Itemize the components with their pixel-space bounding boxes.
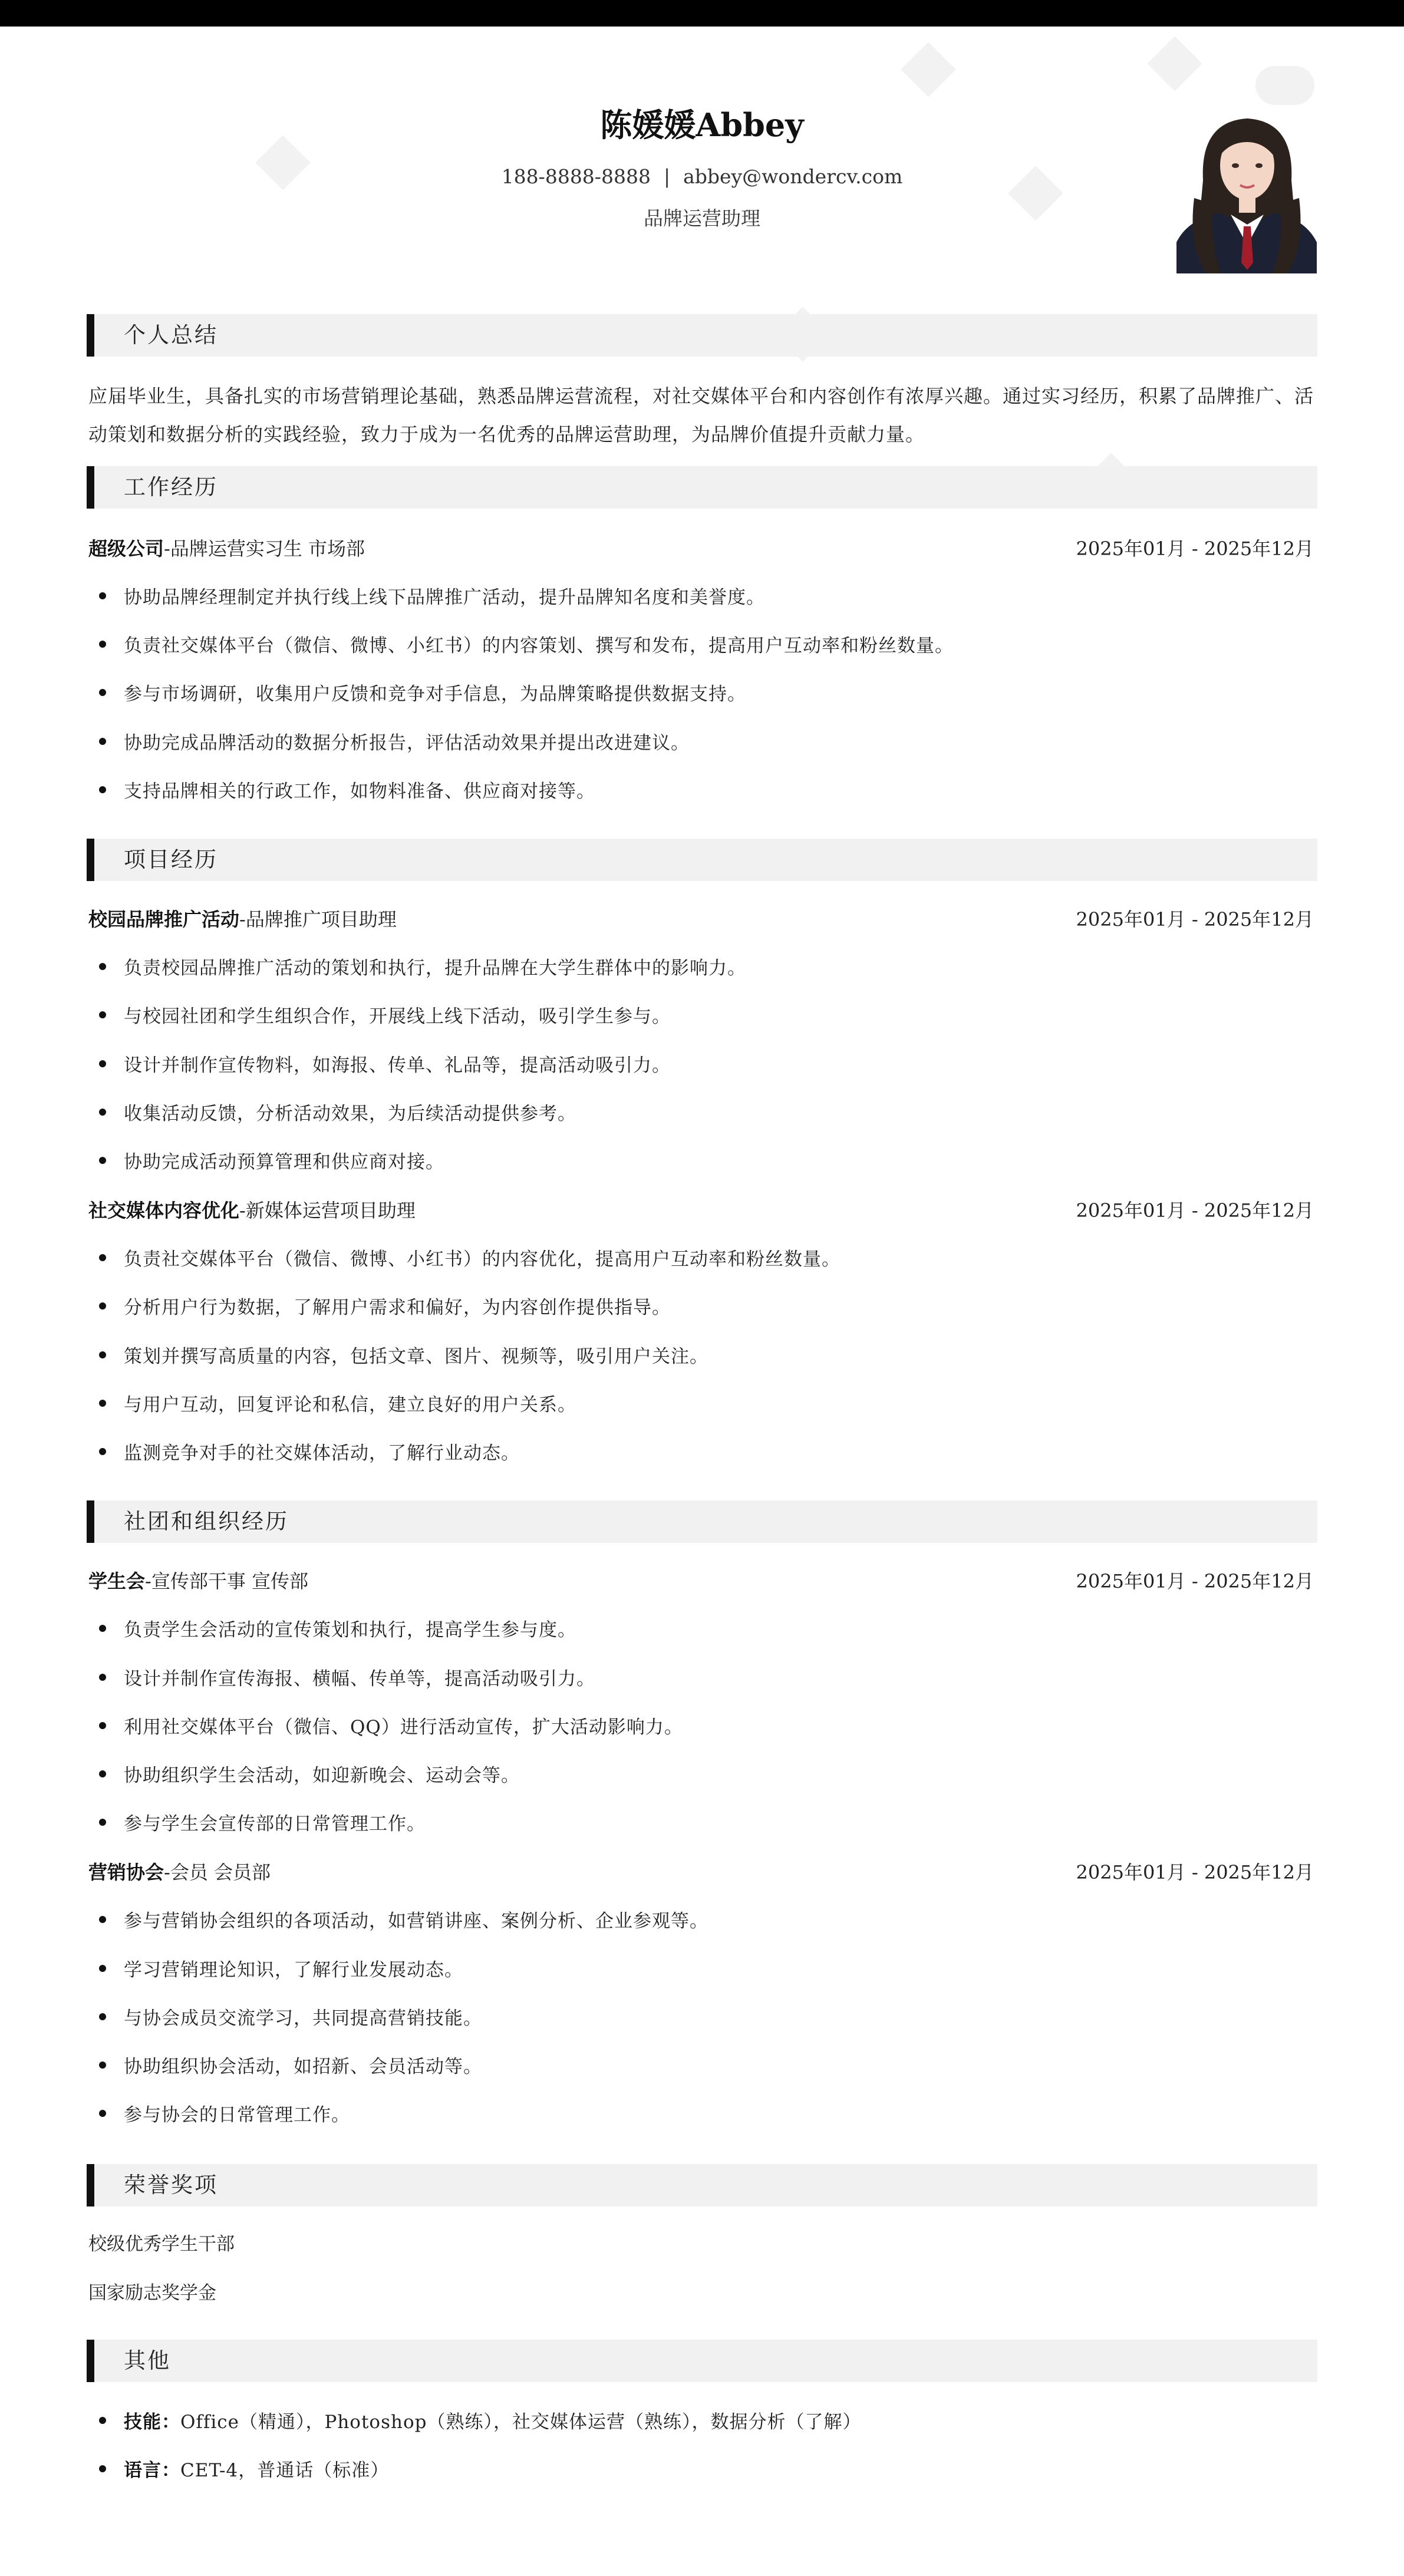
organization-name: 学生会: [88, 1570, 146, 1592]
entry-role: -新媒体运营项目助理: [239, 1199, 416, 1222]
organization-name: 社交媒体内容优化: [88, 1199, 240, 1222]
list-item: 协助完成活动预算管理和供应商对接。: [99, 1147, 444, 1173]
bullet-dot: [99, 2110, 106, 2117]
bullet-dot: [99, 1060, 106, 1067]
bullet-dot: [99, 1916, 106, 1923]
list-item: 与校园社团和学生组织合作，开展线上线下活动，吸引学生参与。: [99, 1001, 671, 1028]
contact-separator: |: [663, 165, 671, 188]
bullet-dot: [99, 2465, 106, 2472]
list-item: 负责学生会活动的宣传策划和执行，提高学生参与度。: [99, 1615, 576, 1641]
top-bar: [0, 0, 1404, 27]
bullet-dot: [99, 1011, 106, 1018]
organization-name: 营销协会: [88, 1861, 164, 1884]
section-title: 社团和组织经历: [124, 1509, 289, 1534]
section-title: 项目经历: [124, 847, 218, 872]
list-item: 技能：Office（精通），Photoshop（熟练），社交媒体运营（熟练），数据分析（了解）: [99, 2407, 861, 2433]
list-item: 负责校园品牌推广活动的策划和执行，提升品牌在大学生群体中的影响力。: [99, 953, 746, 979]
list-item: 学习营销理论知识，了解行业发展动态。: [99, 1955, 463, 1981]
list-item: 参与市场调研，收集用户反馈和竞争对手信息，为品牌策略提供数据支持。: [99, 679, 746, 705]
decorative-cloud: [1255, 66, 1314, 105]
bullet-dot: [99, 1351, 106, 1358]
bullet-dot: [99, 1157, 106, 1164]
job-objective: 品牌运营助理: [644, 207, 760, 230]
section-header-projects: [87, 839, 1317, 881]
section-marker: [87, 839, 94, 881]
list-item: 协助组织协会活动，如招新、会员活动等。: [99, 2051, 482, 2078]
section-title: 个人总结: [124, 322, 218, 348]
club-entry-title: [88, 1566, 308, 1594]
section-header-work: [87, 466, 1317, 509]
entry-role: -品牌推广项目助理: [239, 908, 397, 931]
list-item: 语言：CET-4，普通话（标准）: [99, 2455, 389, 2482]
list-item: 支持品牌相关的行政工作，如物料准备、供应商对接等。: [99, 776, 595, 803]
bullet-dot: [99, 786, 106, 793]
section-title: 其他: [124, 2348, 171, 2373]
email-address[interactable]: abbey@wondercv.com: [683, 165, 903, 188]
project-entry-title: [88, 905, 397, 932]
bullet-dot: [99, 641, 106, 648]
list-item: 与协会成员交流学习，共同提高营销技能。: [99, 2003, 482, 2030]
profile-photo: [1176, 110, 1317, 273]
list-item: 策划并撰写高质量的内容，包括文章、图片、视频等，吸引用户关注。: [99, 1341, 708, 1368]
list-item: 参与协会的日常管理工作。: [99, 2100, 350, 2126]
list-item: 设计并制作宣传物料，如海报、传单、礼品等，提高活动吸引力。: [99, 1050, 671, 1077]
entry-role: -品牌运营实习生 市场部: [164, 537, 365, 560]
list-item: 分析用户行为数据，了解用户需求和偏好，为内容创作提供指导。: [99, 1292, 671, 1319]
project-entry-title: [88, 1196, 416, 1223]
section-marker: [87, 1500, 94, 1543]
bullet-dot: [99, 1965, 106, 1972]
list-item: 设计并制作宣传海报、横幅、传单等，提高活动吸引力。: [99, 1664, 595, 1690]
bullet-dot: [99, 1400, 106, 1407]
list-item: 监测竞争对手的社交媒体活动，了解行业动态。: [99, 1438, 520, 1465]
decorative-diamond: [901, 42, 955, 97]
bullet-dot: [99, 1109, 106, 1116]
section-title: 工作经历: [124, 474, 218, 500]
bullet-dot: [99, 592, 106, 599]
entry-date: 2025年01月 - 2025年12月: [1076, 1199, 1314, 1222]
honor-item: 国家励志奖学金: [88, 2283, 216, 2304]
list-item: 利用社交媒体平台（微信、QQ）进行活动宣传，扩大活动影响力。: [99, 1712, 683, 1739]
section-header-others: [87, 2340, 1317, 2382]
list-item: 协助组织学生会活动，如迎新晚会、运动会等。: [99, 1760, 520, 1787]
summary-text: 应届毕业生，具备扎实的市场营销理论基础，熟悉品牌运营流程，对社交媒体平台和内容创作有浓厚兴趣。通过实习经历，积累了品牌推广、活动策划和数据分析的实践经验，致力于成为一名优秀的品牌运营助理，为品牌价值提升贡献力量。: [88, 385, 1314, 446]
section-marker: [87, 2164, 94, 2206]
section-title: 荣誉奖项: [124, 2172, 218, 2198]
bullet-dot: [99, 1302, 106, 1310]
work-entry-title: [88, 534, 365, 561]
section-marker: [87, 2340, 94, 2382]
bullet-dot: [99, 2417, 106, 2424]
bullet-dot: [99, 963, 106, 970]
bullet-dot: [99, 1448, 106, 1455]
section-header-honors: [87, 2164, 1317, 2206]
list-item: 负责社交媒体平台（微信、微博、小红书）的内容策划、撰写和发布，提高用户互动率和粉丝数量。: [99, 631, 954, 657]
list-item: 负责社交媒体平台（微信、微博、小红书）的内容优化，提高用户互动率和粉丝数量。: [99, 1244, 841, 1271]
entry-date: 2025年01月 - 2025年12月: [1076, 1861, 1314, 1884]
phone-number[interactable]: 188-8888-8888: [501, 165, 651, 188]
section-header-clubs: [87, 1500, 1317, 1543]
candidate-name: 陈媛媛Abbey: [600, 106, 804, 144]
section-marker: [87, 314, 94, 357]
bullet-dot: [99, 1770, 106, 1777]
club-entry-title: [88, 1858, 271, 1885]
bullet-dot: [99, 1254, 106, 1261]
list-item: 参与学生会宣传部的日常管理工作。: [99, 1809, 426, 1835]
entry-date: 2025年01月 - 2025年12月: [1076, 1570, 1314, 1592]
list-item: 收集活动反馈，分析活动效果，为后续活动提供参考。: [99, 1099, 576, 1125]
bullet-dot: [99, 738, 106, 745]
entry-date: 2025年01月 - 2025年12月: [1076, 908, 1314, 931]
bullet-dot: [99, 1722, 106, 1729]
bullet-dot: [99, 689, 106, 696]
bullet-dot: [99, 2013, 106, 2020]
list-item: 协助完成品牌活动的数据分析报告，评估活动效果并提出改进建议。: [99, 728, 690, 754]
organization-name: 校园品牌推广活动: [88, 908, 240, 931]
honor-item: 校级优秀学生干部: [88, 2234, 235, 2255]
entry-role: -会员 会员部: [164, 1861, 271, 1884]
decorative-diamond: [1147, 36, 1202, 91]
bullet-dot: [99, 1625, 106, 1632]
list-item: 协助品牌经理制定并执行线上线下品牌推广活动，提升品牌知名度和美誉度。: [99, 582, 765, 609]
entry-role: -宣传部干事 宣传部: [145, 1570, 309, 1592]
organization-name: 超级公司: [88, 537, 164, 560]
list-item: 与用户互动，回复评论和私信，建立良好的用户关系。: [99, 1390, 576, 1416]
bullet-dot: [99, 2062, 106, 2069]
bullet-dot: [99, 1819, 106, 1826]
section-header-summary: [87, 314, 1317, 357]
list-item: 参与营销协会组织的各项活动，如营销讲座、案例分析、企业参观等。: [99, 1906, 708, 1932]
bullet-dot: [99, 1674, 106, 1681]
entry-date: 2025年01月 - 2025年12月: [1076, 537, 1314, 560]
section-marker: [87, 466, 94, 509]
